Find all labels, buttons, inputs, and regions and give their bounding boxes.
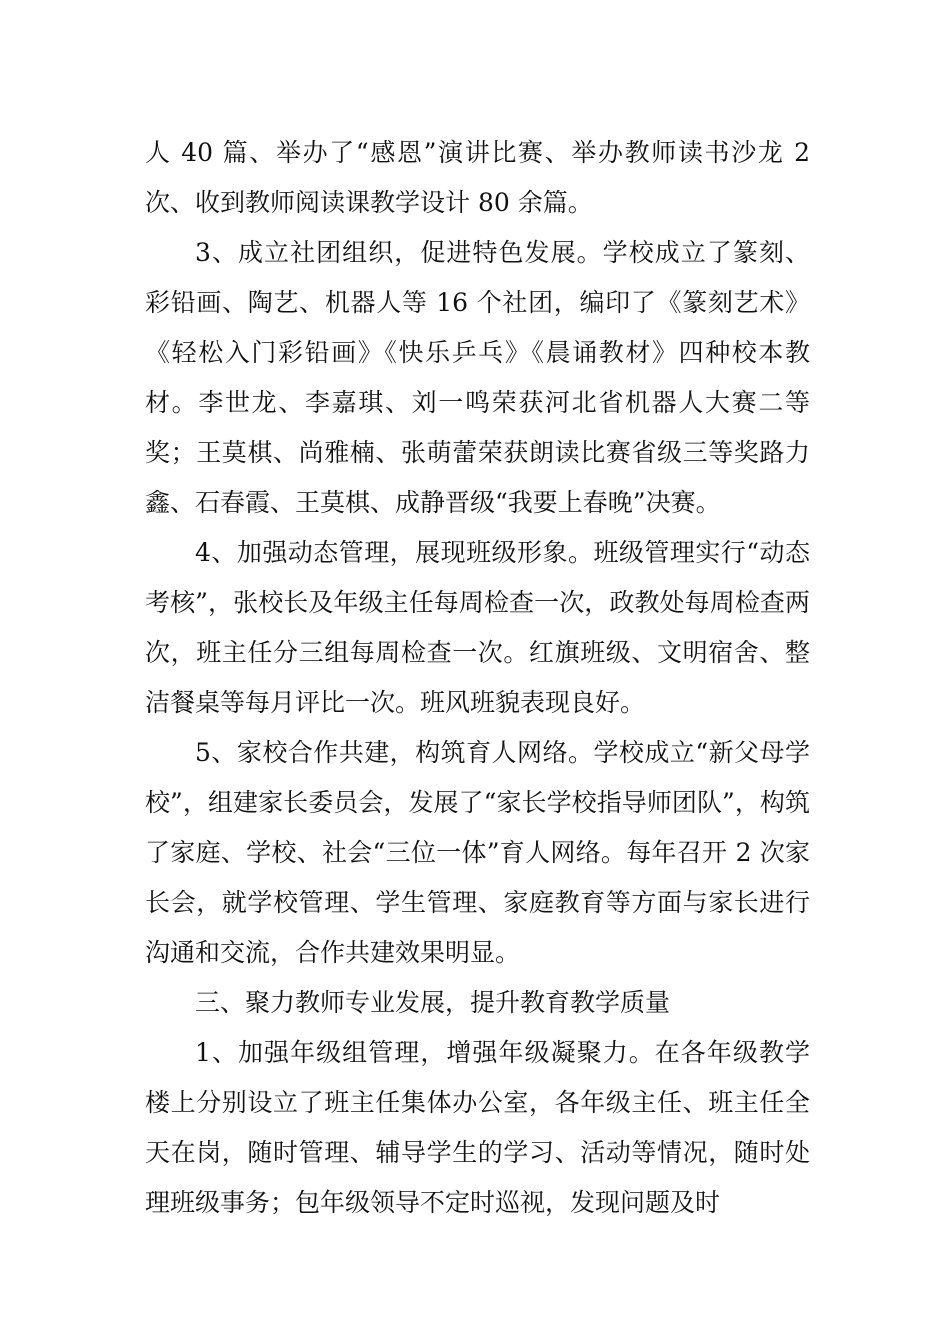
paragraph-continuation: 人 40 篇、举办了“感恩”演讲比赛、举办教师读书沙龙 2 次、收到教师阅读课教学设计 80 余篇。	[145, 138, 810, 217]
document-body	[145, 128, 810, 1228]
paragraph-clubs: 3、成立社团组织，促进特色发展。学校成立了篆刻、彩铅画、陶艺、机器人等 16 个社团，编印了《篆刻艺术》《轻松入门彩铅画》《快乐乒乓》《晨诵教材》四种校本教材。李世龙、李嘉琪、刘一鸣荣获河北省机器人大赛二等奖；王莫棋、尚雅楠、张萌蕾荣获朗读比赛省级三等奖路力鑫、石春霞、王莫棋、成静晋级“我要上春晚”决赛。	[145, 238, 810, 517]
section-heading: 三、聚力教师专业发展，提升教育教学质量	[195, 988, 671, 1017]
paragraph-class-management: 4、加强动态管理，展现班级形象。班级管理实行“动态考核”，张校长及年级主任每周检查一次，政教处每周检查两次，班主任分三组每周检查一次。红旗班级、文明宿舍、整洁餐桌等每月评比一次。班风班貌表现良好。	[145, 538, 810, 717]
paragraph-grade-management: 1、加强年级组管理，增强年级凝聚力。在各年级教学楼上分别设立了班主任集体办公室，各年级主任、班主任全天在岗，随时管理、辅导学生的学习、活动等情况，随时处理班级事务；包年级领导不定时巡视，发现问题及时	[145, 1038, 810, 1217]
paragraph-home-school: 5、家校合作共建，构筑育人网络。学校成立“新父母学校”，组建家长委员会，发展了“家长学校指导师团队”，构筑了家庭、学校、社会“三位一体”育人网络。每年召开 2 次家长会，就学校管理、学生管理、家庭教育等方面与家长进行沟通和交流，合作共建效果明显。	[145, 738, 810, 967]
